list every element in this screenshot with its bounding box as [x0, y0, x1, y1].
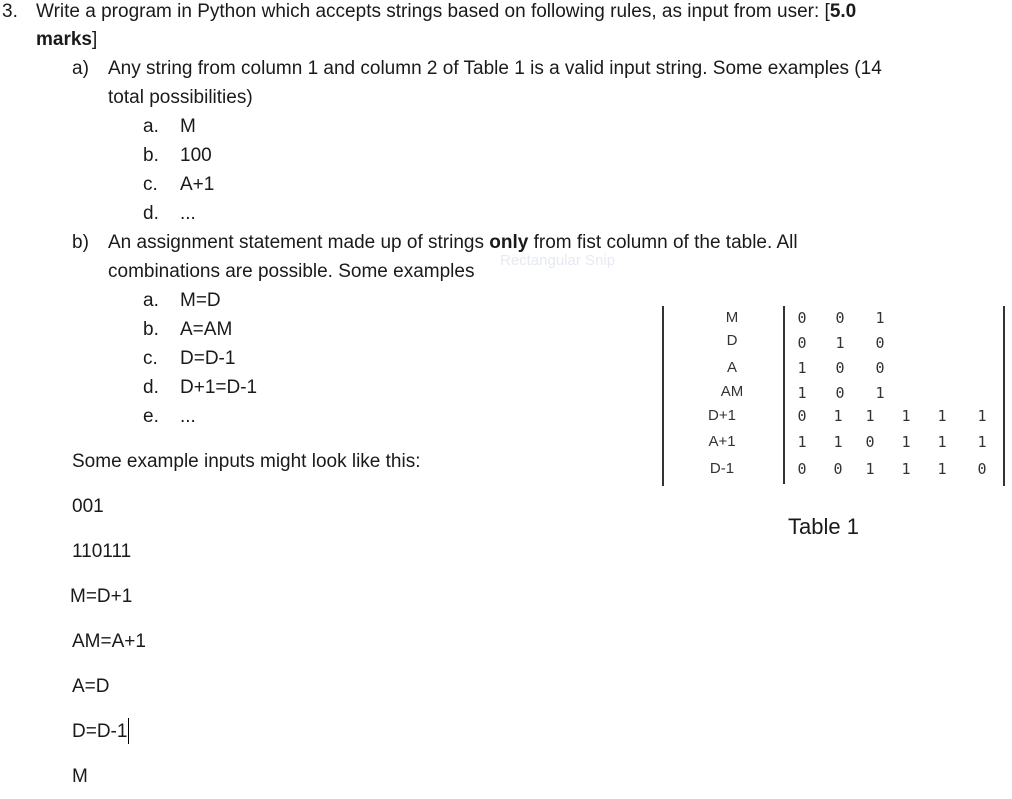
table-bit: 1: [865, 407, 875, 425]
table-row-label: AM: [720, 383, 744, 400]
example-input: 001: [72, 496, 104, 517]
list-marker: c.: [143, 174, 158, 195]
examples-intro: Some example inputs might look like this:: [72, 451, 421, 472]
table-bit: 1: [937, 433, 947, 451]
list-marker: b.: [143, 319, 159, 340]
part-a-label: a): [72, 58, 89, 79]
table-bit: 1: [977, 433, 987, 451]
table-bit: 1: [835, 334, 845, 352]
table-bit: 0: [865, 433, 875, 451]
question-text: [36, 0, 856, 24]
list-item: ...: [180, 406, 196, 427]
part-b-text: [108, 231, 798, 255]
list-marker: a.: [143, 116, 159, 137]
list-marker: d.: [143, 203, 159, 224]
table-bit: 0: [835, 359, 845, 377]
list-marker: d.: [143, 377, 159, 398]
snip-watermark: Rectangular Snip: [500, 252, 616, 269]
table-bit: 1: [797, 433, 807, 451]
marks-value: 5.0: [829, 1, 857, 22]
part-b-text-post: from fist column of the table. All: [528, 232, 798, 253]
table-bit: 1: [797, 384, 807, 402]
table-bit: 0: [797, 407, 807, 425]
table-row-label: A: [726, 359, 737, 376]
question-number: 3.: [2, 1, 18, 22]
table-bit: 0: [875, 359, 885, 377]
table-bit: 1: [875, 309, 885, 327]
part-b-text-bold: only: [489, 232, 529, 253]
example-input: 110111: [72, 541, 132, 562]
marks-word: marks: [36, 29, 92, 50]
table-row-label: M: [725, 309, 739, 326]
list-item: M: [180, 116, 196, 137]
part-a-text: Any string from column 1 and column 2 of Table 1 is a valid input string. Some examples (14: [108, 58, 882, 79]
list-item: D+1=D-1: [180, 377, 258, 398]
table-bit: 0: [797, 334, 807, 352]
list-item: 100: [180, 145, 212, 166]
list-marker: e.: [143, 406, 159, 427]
table-bit: 1: [901, 460, 911, 478]
table-row-label: D-1: [709, 460, 735, 477]
marks-close: ]: [92, 29, 98, 50]
part-b-label: b): [72, 232, 89, 253]
table-bit: 1: [901, 407, 911, 425]
table-bit: 1: [833, 433, 843, 451]
part-b-text-cont: combinations are possible. Some examples: [108, 261, 475, 282]
table-bit: 1: [875, 384, 885, 402]
table-bit: 1: [833, 407, 843, 425]
list-marker: c.: [143, 348, 158, 369]
table-bit: 0: [835, 384, 845, 402]
list-item: A=AM: [180, 319, 233, 340]
example-input: A=D: [72, 676, 110, 697]
list-item: ...: [180, 203, 196, 224]
table-right-border: [1003, 306, 1005, 486]
table-bit: 0: [875, 334, 885, 352]
table-bit: 1: [937, 407, 947, 425]
table-bit: 0: [797, 460, 807, 478]
question-line: Write a program in Python which accepts strings based on following rules, as input from user: [: [36, 1, 830, 22]
table-bit: 1: [797, 359, 807, 377]
example-input: AM=A+1: [72, 631, 146, 652]
table-row-label: D: [726, 332, 738, 349]
table-1: [662, 306, 1007, 486]
table-bit: 0: [797, 309, 807, 327]
table-bit: 1: [937, 460, 947, 478]
list-item: D=D-1: [180, 348, 236, 369]
table-bit: 0: [833, 460, 843, 478]
table-row-label: D+1: [708, 407, 736, 424]
list-marker: a.: [143, 290, 159, 311]
table-left-border: [662, 306, 664, 486]
text-cursor[interactable]: [128, 718, 129, 744]
example-input: D=D-1: [72, 721, 128, 742]
table-bit: 0: [835, 309, 845, 327]
table-divider: [783, 306, 785, 484]
table-bit: 1: [865, 460, 875, 478]
list-item: A+1: [180, 174, 215, 195]
table-bit: 1: [901, 433, 911, 451]
table-bit: 1: [977, 407, 987, 425]
table-bit: 0: [977, 460, 987, 478]
part-a-text-cont: total possibilities): [108, 87, 253, 108]
example-input: M: [72, 766, 88, 787]
list-marker: b.: [143, 145, 159, 166]
example-input: M=D+1: [70, 586, 133, 607]
question-text-cont: [36, 28, 97, 52]
table-row-label: A+1: [708, 433, 736, 450]
part-b-text-pre: An assignment statement made up of strings: [108, 232, 490, 253]
table-caption: Table 1: [788, 514, 859, 539]
list-item: M=D: [180, 290, 221, 311]
